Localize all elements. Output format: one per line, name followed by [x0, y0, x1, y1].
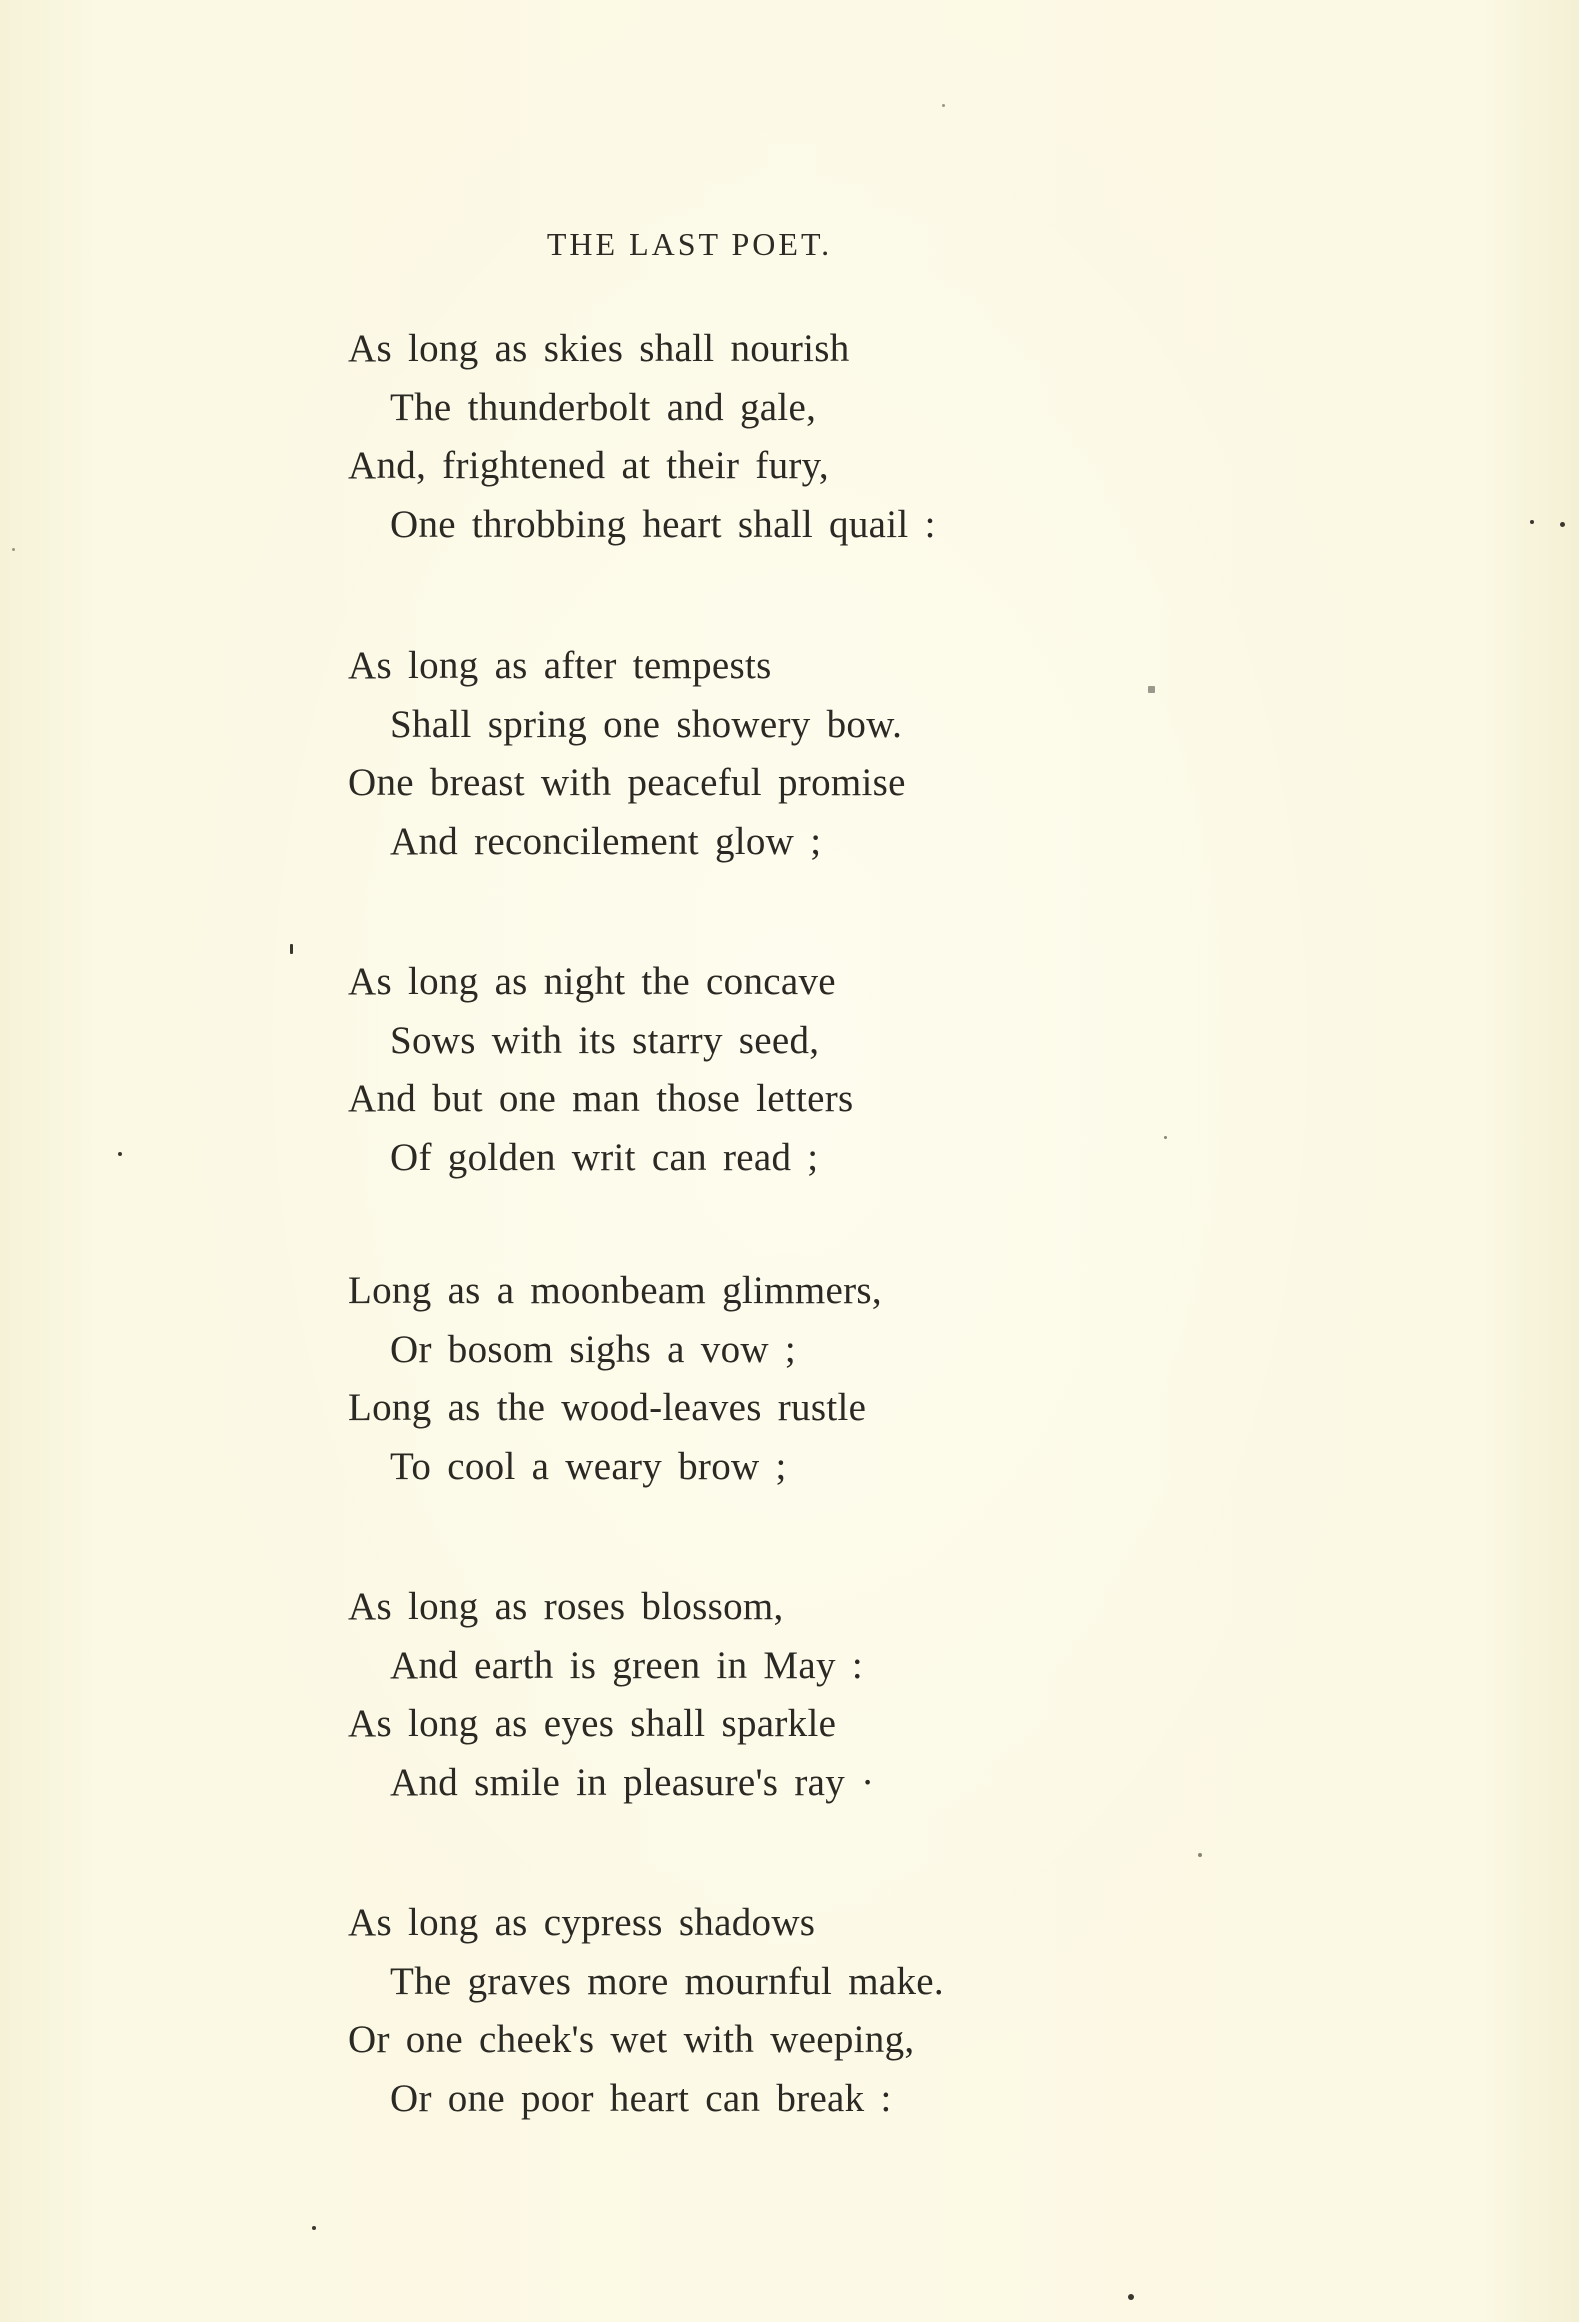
poem-title: THE LAST POET.: [546, 226, 833, 262]
poem-line: As long as skies shall nourish: [348, 327, 850, 370]
poem-line: As long as night the concave: [348, 960, 836, 1003]
poem-line: As long as roses blossom,: [348, 1585, 784, 1628]
poem-line: As long as cypress shadows: [348, 1901, 816, 1944]
poem-line: Of golden writ can read ;: [390, 1135, 819, 1179]
stanza-4: [348, 1262, 1108, 1496]
paper-speck: [1148, 686, 1155, 693]
paper-speck: [312, 2226, 316, 2230]
stanza-3: [348, 953, 1108, 1187]
stanza-6: [348, 1894, 1108, 2128]
poem-line: The graves more mournful make.: [390, 1959, 944, 2003]
poem-line: And reconcilement glow ;: [390, 819, 822, 863]
poem-line: To cool a weary brow ;: [390, 1444, 787, 1488]
poem-line: As long as eyes shall sparkle: [348, 1702, 837, 1745]
poem-line: As long as after tempests: [348, 644, 772, 687]
poem-line: Or one poor heart can break :: [390, 2076, 892, 2120]
paper-speck: [1560, 522, 1565, 527]
stanza-2: [348, 637, 1108, 871]
poem-line: Long as the wood-leaves rustle: [348, 1386, 867, 1429]
poem-line: And, frightened at their fury,: [348, 444, 829, 487]
stanza-5: [348, 1578, 1108, 1812]
poem-line: One breast with peaceful promise: [348, 761, 906, 804]
poem-line: And smile in pleasure's ray ·: [390, 1760, 875, 1804]
paper-speck: [290, 944, 293, 954]
paper-speck: [1164, 1136, 1167, 1139]
poem-line: Or one cheek's wet with weeping,: [348, 2018, 915, 2061]
poem-line: Shall spring one showery bow.: [390, 702, 903, 746]
poem-line: The thunderbolt and gale,: [390, 385, 817, 429]
paper-speck: [942, 104, 945, 107]
paper-speck: [1198, 1853, 1202, 1857]
poem-line: Sows with its starry seed,: [390, 1018, 820, 1062]
poem-line: And but one man those letters: [348, 1077, 854, 1120]
poem-line: One throbbing heart shall quail :: [390, 502, 936, 546]
paper-speck: [1128, 2294, 1134, 2300]
paper-speck: [1530, 520, 1534, 524]
paper-speck: [12, 548, 15, 551]
poem-line: And earth is green in May :: [390, 1643, 863, 1687]
poem-line: Or bosom sighs a vow ;: [390, 1327, 797, 1371]
stanza-1: [348, 320, 1108, 554]
poem-line: Long as a moonbeam glimmers,: [348, 1269, 882, 1312]
paper-speck: [118, 1152, 122, 1156]
